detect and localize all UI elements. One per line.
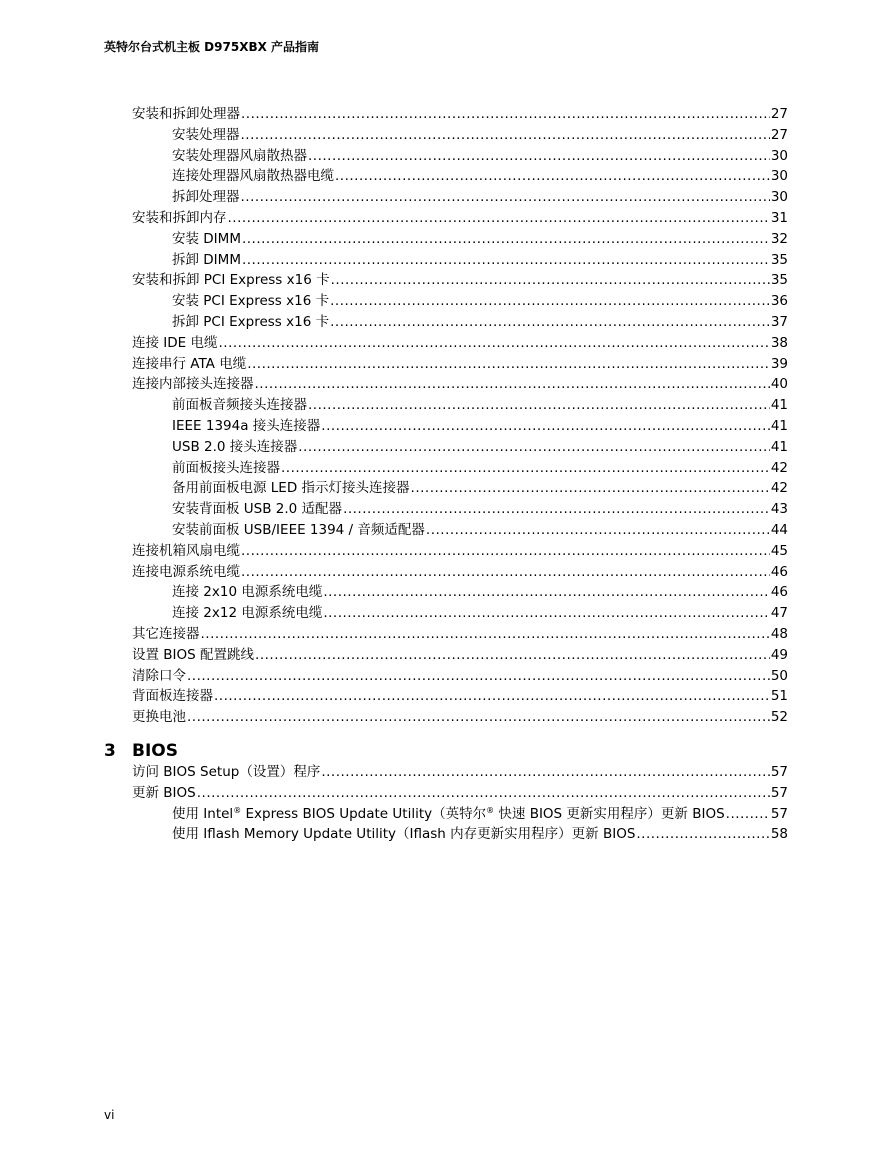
toc-entry-page: 49 [770, 646, 788, 663]
toc-entry-title: 连接 2x12 电源系统电缆 [172, 605, 323, 622]
toc-entry-title: 连接机箱风扇电缆 [132, 542, 240, 559]
toc-entry-title: 拆卸处理器 [172, 189, 240, 206]
toc-entry-title: 连接电源系统电缆 [132, 563, 240, 580]
toc-entry-page: 35 [770, 272, 788, 289]
toc-entry[interactable] [132, 645, 788, 666]
toc-entry-title: USB 2.0 接头连接器 [172, 438, 298, 455]
toc-entry-page: 31 [770, 209, 788, 226]
toc-entry-page: 39 [770, 355, 788, 372]
toc-entry[interactable] [132, 125, 788, 146]
toc-entry[interactable] [132, 166, 788, 187]
toc-entry[interactable] [132, 354, 788, 375]
running-header: 英特尔台式机主板 D975XBX 产品指南 [104, 40, 320, 54]
toc-leader [335, 166, 770, 187]
toc-entry-page: 46 [770, 584, 788, 601]
toc-leader [201, 624, 770, 645]
toc-leader [330, 312, 770, 333]
toc-entry-title: 安装和拆卸 PCI Express x16 卡 [132, 272, 330, 289]
toc-entry-page: 57 [770, 763, 788, 780]
toc-entry-page: 27 [770, 106, 788, 122]
toc-entry-title: 安装和拆卸内存 [132, 209, 227, 226]
toc-leader [247, 354, 770, 375]
toc-entry-page: 30 [770, 189, 788, 206]
toc-entry-title: 安装 DIMM [172, 230, 241, 247]
toc-entry-page: 42 [770, 459, 788, 476]
toc-leader [242, 250, 770, 271]
chapter-title: BIOS [132, 740, 178, 761]
toc-entry[interactable] [132, 312, 788, 333]
toc-entry-title: 安装背面板 USB 2.0 适配器 [172, 501, 343, 518]
toc-entry-page: 40 [770, 376, 788, 393]
toc-leader [411, 478, 770, 499]
toc-entry-page: 42 [770, 480, 788, 497]
toc-entry-title: 安装处理器风扇散热器 [172, 147, 307, 164]
toc-entry[interactable] [132, 270, 788, 291]
toc-leader [331, 270, 770, 291]
toc-entry[interactable] [132, 104, 788, 125]
toc-leader [298, 437, 770, 458]
toc-section-list [132, 104, 788, 728]
toc-entry-page: 30 [770, 147, 788, 164]
toc-chapter-list [132, 762, 788, 845]
toc-entry-title: 更新 BIOS [132, 784, 196, 801]
toc-entry-page: 38 [770, 334, 788, 351]
toc-entry-page: 46 [770, 563, 788, 580]
toc-entry-page: 58 [770, 826, 788, 843]
toc-leader [228, 208, 770, 229]
toc-entry-title: 使用 Iflash Memory Update Utility（Iflash 内存更新实用程序）更新 BIOS [172, 826, 636, 843]
toc-entry[interactable] [132, 520, 788, 541]
toc-leader [343, 499, 770, 520]
toc-entry-title: 前面板音频接头连接器 [172, 397, 307, 414]
toc-entry[interactable] [132, 762, 788, 783]
toc-leader [219, 333, 770, 354]
toc-entry[interactable] [132, 603, 788, 624]
toc-entry-page: 41 [770, 438, 788, 455]
toc-entry[interactable] [132, 624, 788, 645]
toc-entry-title: 连接串行 ATA 电缆 [132, 355, 247, 372]
table-of-contents [104, 104, 788, 845]
toc-entry-title: 背面板连接器 [132, 688, 213, 705]
toc-entry[interactable] [132, 291, 788, 312]
toc-entry-title: IEEE 1394a 接头连接器 [172, 417, 321, 434]
toc-entry-title: 连接处理器风扇散热器电缆 [172, 168, 334, 185]
toc-leader [636, 824, 769, 845]
toc-leader [255, 374, 770, 395]
toc-leader [241, 104, 770, 125]
toc-entry-title: 拆卸 PCI Express x16 卡 [172, 313, 330, 330]
toc-entry[interactable] [132, 707, 788, 728]
toc-entry[interactable] [132, 478, 788, 499]
toc-entry-title: 连接 IDE 电缆 [132, 334, 218, 351]
toc-leader [241, 125, 770, 146]
toc-entry-title: 设置 BIOS 配置跳线 [132, 646, 255, 663]
toc-entry[interactable] [132, 146, 788, 167]
toc-entry-page: 41 [770, 397, 788, 414]
toc-leader [323, 603, 769, 624]
toc-entry[interactable] [132, 374, 788, 395]
toc-entry[interactable] [132, 333, 788, 354]
toc-entry-page: 41 [770, 417, 788, 434]
toc-entry-page: 32 [770, 230, 788, 247]
toc-entry-title: 安装和拆卸处理器 [132, 106, 240, 122]
toc-entry-title: 访问 BIOS Setup（设置）程序 [132, 763, 321, 780]
toc-entry-page: 36 [770, 293, 788, 310]
toc-entry-page: 48 [770, 625, 788, 642]
toc-entry[interactable] [132, 541, 788, 562]
toc-leader [241, 562, 770, 583]
toc-leader [321, 416, 770, 437]
toc-leader [197, 783, 770, 804]
toc-leader [255, 645, 770, 666]
toc-entry-page: 57 [770, 805, 788, 822]
toc-entry-title: 清除口令 [132, 667, 186, 684]
toc-entry-page: 27 [770, 126, 788, 143]
toc-leader [187, 707, 770, 728]
toc-entry[interactable] [132, 250, 788, 271]
toc-entry[interactable] [132, 416, 788, 437]
toc-entry-title: 连接 2x10 电源系统电缆 [172, 584, 323, 601]
toc-entry[interactable] [132, 686, 788, 707]
toc-entry-page: 30 [770, 168, 788, 185]
toc-entry-page: 47 [770, 605, 788, 622]
toc-leader [187, 666, 770, 687]
toc-entry-title: 更换电池 [132, 709, 186, 726]
toc-entry-title: 安装 PCI Express x16 卡 [172, 293, 330, 310]
registered-mark: ® [233, 805, 242, 815]
toc-entry[interactable] [132, 187, 788, 208]
toc-entry-page: 50 [770, 667, 788, 684]
registered-mark: ® [486, 805, 495, 815]
toc-entry-title: 其它连接器 [132, 625, 200, 642]
toc-leader [321, 762, 769, 783]
toc-entry[interactable] [132, 395, 788, 416]
toc-entry-page: 37 [770, 313, 788, 330]
toc-entry[interactable] [132, 582, 788, 603]
toc-leader [323, 582, 769, 603]
toc-leader [242, 229, 770, 250]
toc-entry-page: 57 [770, 784, 788, 801]
toc-entry[interactable] [132, 824, 788, 845]
toc-entry-page: 51 [770, 688, 788, 705]
toc-entry[interactable] [132, 437, 788, 458]
toc-leader [281, 458, 770, 479]
toc-entry[interactable] [132, 666, 788, 687]
toc-leader [308, 395, 770, 416]
toc-entry-title: 连接内部接头连接器 [132, 376, 254, 393]
toc-leader [426, 520, 770, 541]
toc-entry-title: 安装处理器 [172, 126, 240, 143]
toc-leader [214, 686, 770, 707]
toc-entry-page: 44 [770, 521, 788, 538]
page-number: vi [104, 1108, 115, 1122]
toc-entry[interactable] [132, 499, 788, 520]
toc-entry[interactable] [132, 562, 788, 583]
toc-entry[interactable] [132, 458, 788, 479]
toc-entry-page: 45 [770, 542, 788, 559]
toc-entry[interactable] [132, 804, 788, 825]
toc-entry-page: 43 [770, 501, 788, 518]
chapter-heading [104, 731, 788, 761]
toc-leader [726, 804, 770, 825]
toc-entry-title: 前面板接头连接器 [172, 459, 280, 476]
toc-entry[interactable] [132, 229, 788, 250]
toc-leader [241, 541, 770, 562]
toc-entry-page: 35 [770, 251, 788, 268]
toc-entry[interactable] [132, 208, 788, 229]
toc-entry-title: 拆卸 DIMM [172, 251, 241, 268]
chapter-number: 3 [104, 740, 116, 761]
toc-leader [330, 291, 770, 312]
toc-entry[interactable] [132, 783, 788, 804]
toc-entry-title: 使用 Intel® Express BIOS Update Utility（英特尔® 快速 BIOS 更新实用程序）更新 BIOS [172, 805, 725, 822]
toc-entry-title: 安装前面板 USB/IEEE 1394 / 音频适配器 [172, 521, 425, 538]
toc-leader [241, 187, 770, 208]
toc-entry-title: 备用前面板电源 LED 指示灯接头连接器 [172, 480, 410, 497]
toc-entry-page: 52 [770, 709, 788, 726]
toc-leader [308, 146, 770, 167]
